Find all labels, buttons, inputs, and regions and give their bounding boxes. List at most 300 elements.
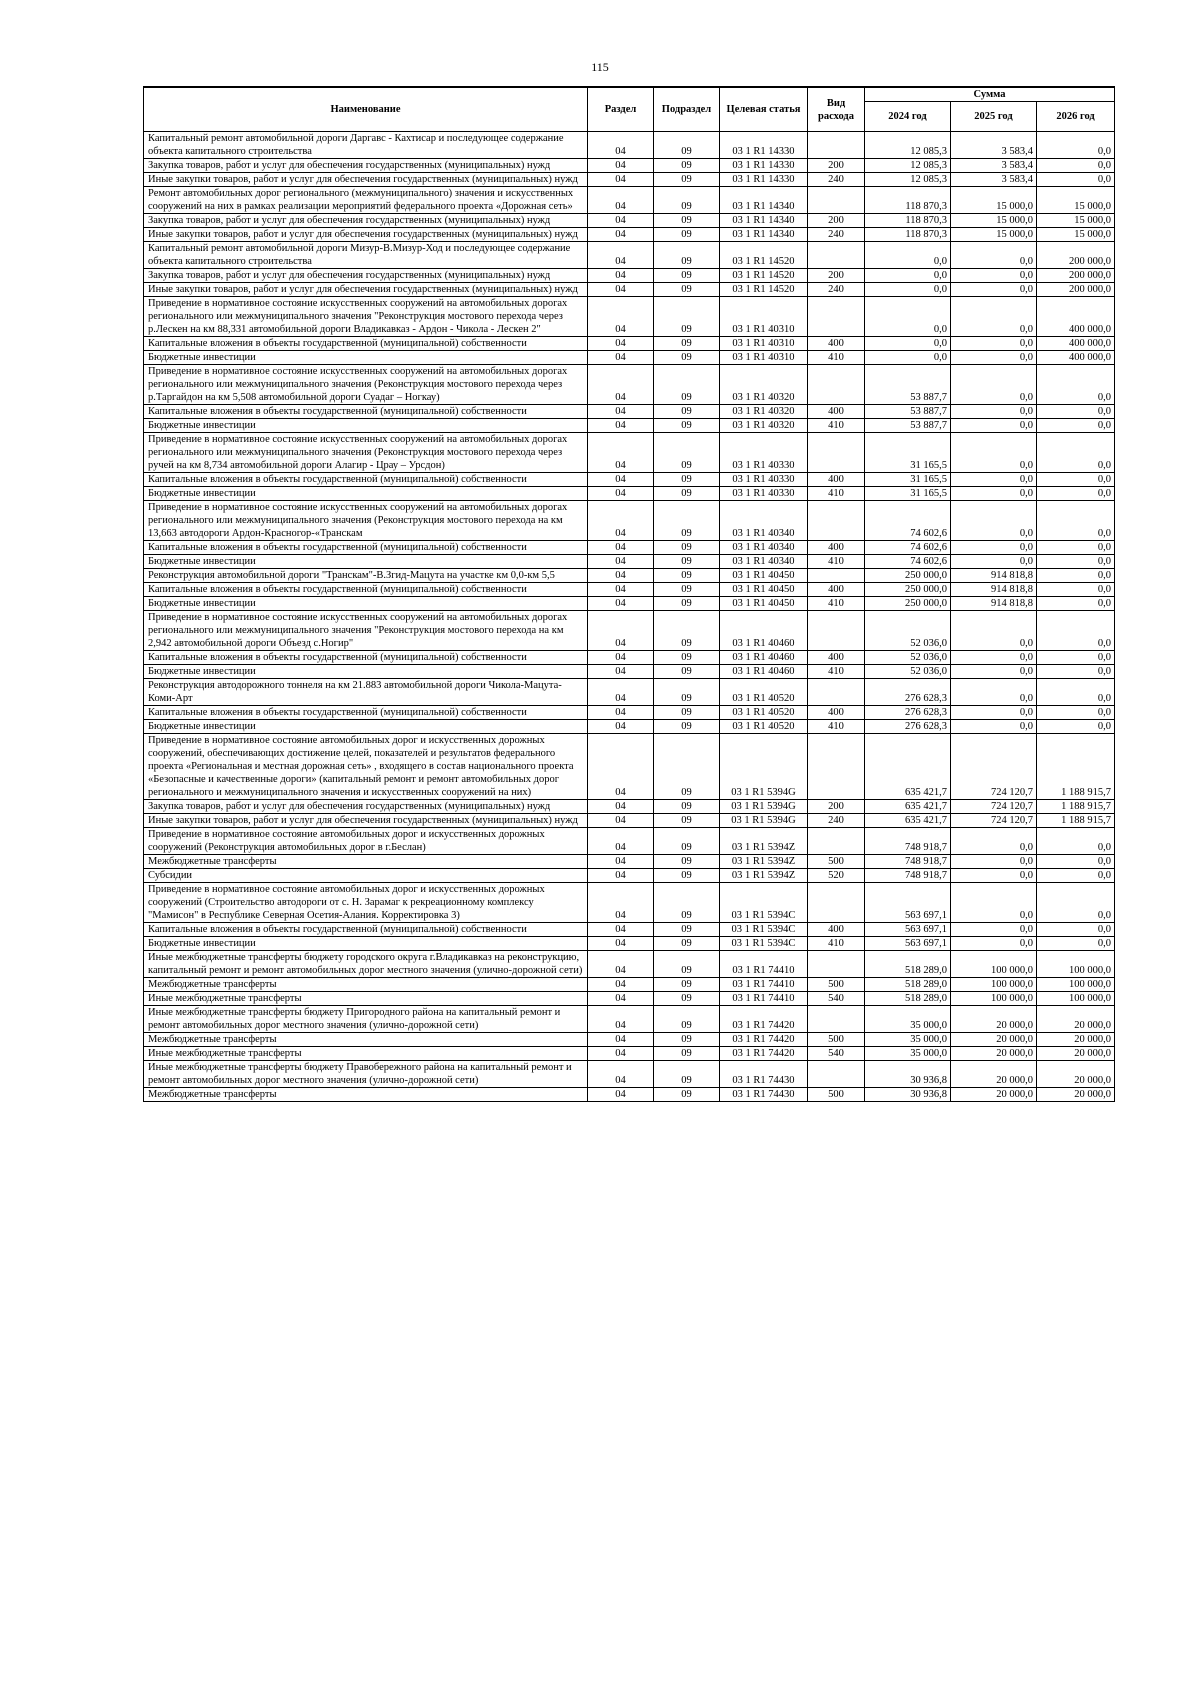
row-amount-2025: 3 583,4	[951, 173, 1037, 187]
row-target: 03 1 R1 14520	[720, 283, 808, 297]
table-row	[144, 734, 1115, 800]
row-amount-2026: 0,0	[1037, 365, 1115, 405]
row-exp-type: 500	[808, 1088, 865, 1102]
row-name: Межбюджетные трансферты	[144, 978, 588, 992]
row-exp-type: 410	[808, 351, 865, 365]
row-amount-2025: 724 120,7	[951, 800, 1037, 814]
row-amount-2025: 0,0	[951, 555, 1037, 569]
row-name: Реконструкция автодорожного тоннеля на км 21.883 автомобильной дороги Чикола-Мацута-Коми-Арт	[144, 679, 588, 706]
row-target: 03 1 R1 5394Z	[720, 855, 808, 869]
row-amount-2025: 0,0	[951, 405, 1037, 419]
table-row	[144, 541, 1115, 555]
row-subsection: 09	[654, 501, 720, 541]
row-section: 04	[588, 541, 654, 555]
row-exp-type: 200	[808, 159, 865, 173]
row-amount-2026: 100 000,0	[1037, 992, 1115, 1006]
table-header	[144, 87, 1115, 132]
row-amount-2026: 200 000,0	[1037, 242, 1115, 269]
row-exp-type: 240	[808, 814, 865, 828]
row-subsection: 09	[654, 337, 720, 351]
table-row	[144, 214, 1115, 228]
header-sum: Сумма	[865, 87, 1115, 102]
row-amount-2025: 914 818,8	[951, 597, 1037, 611]
row-amount-2025: 0,0	[951, 923, 1037, 937]
row-subsection: 09	[654, 937, 720, 951]
row-section: 04	[588, 228, 654, 242]
row-section: 04	[588, 487, 654, 501]
row-amount-2025: 0,0	[951, 869, 1037, 883]
row-name: Ремонт автомобильных дорог регионального (межмуниципального) значения и искусственных сооружений на них в рамках реализации мероприятий федерального проекта «Дорожная сеть»	[144, 187, 588, 214]
row-amount-2025: 0,0	[951, 487, 1037, 501]
row-subsection: 09	[654, 992, 720, 1006]
table-body	[144, 132, 1115, 1102]
row-amount-2025: 0,0	[951, 611, 1037, 651]
row-amount-2026: 100 000,0	[1037, 978, 1115, 992]
table-row	[144, 651, 1115, 665]
row-section: 04	[588, 923, 654, 937]
row-amount-2026: 100 000,0	[1037, 951, 1115, 978]
row-section: 04	[588, 828, 654, 855]
row-name: Бюджетные инвестиции	[144, 351, 588, 365]
row-target: 03 1 R1 5394Z	[720, 869, 808, 883]
row-exp-type: 240	[808, 228, 865, 242]
row-name: Приведение в нормативное состояние искусственных сооружений на автомобильных дорогах регионального или межмуниципального значения (Реконструкция мостового перехода через р.Таргайдон на км 5,508 автомобильной дороги Суадаг – Ногкау)	[144, 365, 588, 405]
row-subsection: 09	[654, 734, 720, 800]
row-amount-2025: 15 000,0	[951, 228, 1037, 242]
row-name: Иные межбюджетные трансферты бюджету Правобережного района на капитальный ремонт и ремонт автомобильных дорог местного значения (улично-дорожной сети)	[144, 1061, 588, 1088]
row-section: 04	[588, 597, 654, 611]
table-row	[144, 937, 1115, 951]
row-amount-2024: 635 421,7	[865, 734, 951, 800]
row-subsection: 09	[654, 1088, 720, 1102]
row-exp-type	[808, 297, 865, 337]
row-amount-2024: 748 918,7	[865, 869, 951, 883]
row-subsection: 09	[654, 269, 720, 283]
row-target: 03 1 R1 74430	[720, 1061, 808, 1088]
row-target: 03 1 R1 14520	[720, 242, 808, 269]
row-section: 04	[588, 433, 654, 473]
row-subsection: 09	[654, 883, 720, 923]
row-amount-2024: 12 085,3	[865, 132, 951, 159]
row-name: Бюджетные инвестиции	[144, 597, 588, 611]
row-amount-2026: 0,0	[1037, 855, 1115, 869]
table-row	[144, 569, 1115, 583]
row-name: Межбюджетные трансферты	[144, 1088, 588, 1102]
row-target: 03 1 R1 40310	[720, 337, 808, 351]
row-amount-2026: 0,0	[1037, 555, 1115, 569]
row-subsection: 09	[654, 132, 720, 159]
row-amount-2025: 100 000,0	[951, 978, 1037, 992]
row-subsection: 09	[654, 365, 720, 405]
row-amount-2026: 400 000,0	[1037, 297, 1115, 337]
row-subsection: 09	[654, 297, 720, 337]
row-name: Иные закупки товаров, работ и услуг для обеспечения государственных (муниципальных) нужд	[144, 228, 588, 242]
row-target: 03 1 R1 5394C	[720, 883, 808, 923]
row-amount-2025: 724 120,7	[951, 734, 1037, 800]
header-subsection: Подраздел	[654, 87, 720, 132]
row-amount-2024: 0,0	[865, 337, 951, 351]
table-row	[144, 365, 1115, 405]
row-amount-2024: 276 628,3	[865, 706, 951, 720]
row-subsection: 09	[654, 1047, 720, 1061]
row-exp-type	[808, 734, 865, 800]
row-target: 03 1 R1 74410	[720, 992, 808, 1006]
row-exp-type: 200	[808, 214, 865, 228]
row-name: Иные межбюджетные трансферты бюджету городского округа г.Владикавказ на реконструкцию, капитальный ремонт и ремонт автомобильных дорог местного значения (улично-дорожной сети)	[144, 951, 588, 978]
row-amount-2026: 0,0	[1037, 883, 1115, 923]
row-amount-2024: 31 165,5	[865, 473, 951, 487]
row-amount-2025: 0,0	[951, 828, 1037, 855]
row-section: 04	[588, 720, 654, 734]
table-row	[144, 1088, 1115, 1102]
row-name: Закупка товаров, работ и услуг для обеспечения государственных (муниципальных) нужд	[144, 269, 588, 283]
row-name: Приведение в нормативное состояние автомобильных дорог и искусственных дорожных сооружений (Строительство автодороги от с. Н. Зарамаг к рекреационному комплексу "Мамисон" в Республике Северная Осетия-Алания. Корректировка 3)	[144, 883, 588, 923]
table-row	[144, 242, 1115, 269]
row-name: Приведение в нормативное состояние автомобильных дорог и искусственных дорожных сооружений, обеспечивающих достижение целей, показателей и результатов федерального проекта «Региональная и местная дорожная сеть» , входящего в состав национального проекта «Безопасные и качественные дороги» (капитальный ремонт и ремонт автомобильных дорог регионального и межмуниципального значения и искусственных сооружений на них)	[144, 734, 588, 800]
row-subsection: 09	[654, 473, 720, 487]
row-name: Бюджетные инвестиции	[144, 419, 588, 433]
row-name: Приведение в нормативное состояние искусственных сооружений на автомобильных дорогах регионального или межмуниципального значения (Реконструкция мостового перехода через ручей на км 8,734 автомобильной дороги Алагир - Црау – Урсдон)	[144, 433, 588, 473]
row-name: Иные межбюджетные трансферты	[144, 1047, 588, 1061]
row-subsection: 09	[654, 583, 720, 597]
row-amount-2026: 0,0	[1037, 665, 1115, 679]
row-subsection: 09	[654, 1006, 720, 1033]
row-amount-2024: 35 000,0	[865, 1047, 951, 1061]
row-amount-2024: 563 697,1	[865, 883, 951, 923]
row-amount-2024: 31 165,5	[865, 487, 951, 501]
row-amount-2024: 12 085,3	[865, 173, 951, 187]
row-exp-type	[808, 242, 865, 269]
row-section: 04	[588, 665, 654, 679]
row-amount-2025: 0,0	[951, 706, 1037, 720]
row-amount-2024: 748 918,7	[865, 855, 951, 869]
row-amount-2025: 15 000,0	[951, 214, 1037, 228]
row-subsection: 09	[654, 651, 720, 665]
row-section: 04	[588, 242, 654, 269]
row-exp-type: 400	[808, 541, 865, 555]
row-amount-2026: 0,0	[1037, 611, 1115, 651]
row-section: 04	[588, 419, 654, 433]
table-row	[144, 720, 1115, 734]
table-row	[144, 1061, 1115, 1088]
row-amount-2025: 0,0	[951, 883, 1037, 923]
row-subsection: 09	[654, 159, 720, 173]
row-amount-2024: 30 936,8	[865, 1061, 951, 1088]
row-target: 03 1 R1 40320	[720, 405, 808, 419]
row-amount-2024: 250 000,0	[865, 569, 951, 583]
row-amount-2024: 0,0	[865, 269, 951, 283]
header-exp-type: Вид расхода	[808, 87, 865, 132]
row-section: 04	[588, 351, 654, 365]
row-amount-2025: 100 000,0	[951, 951, 1037, 978]
table-row	[144, 173, 1115, 187]
row-target: 03 1 R1 40340	[720, 555, 808, 569]
row-exp-type: 540	[808, 992, 865, 1006]
row-section: 04	[588, 734, 654, 800]
row-section: 04	[588, 611, 654, 651]
table-row	[144, 487, 1115, 501]
row-name: Бюджетные инвестиции	[144, 937, 588, 951]
row-amount-2026: 0,0	[1037, 583, 1115, 597]
row-exp-type: 400	[808, 473, 865, 487]
row-amount-2024: 563 697,1	[865, 923, 951, 937]
row-exp-type: 410	[808, 487, 865, 501]
row-target: 03 1 R1 14340	[720, 214, 808, 228]
row-amount-2026: 400 000,0	[1037, 351, 1115, 365]
row-amount-2026: 0,0	[1037, 869, 1115, 883]
row-target: 03 1 R1 40310	[720, 351, 808, 365]
row-amount-2026: 0,0	[1037, 541, 1115, 555]
table-row	[144, 351, 1115, 365]
row-exp-type: 540	[808, 1047, 865, 1061]
budget-table-container	[143, 86, 1114, 1102]
row-exp-type: 240	[808, 173, 865, 187]
table-row	[144, 405, 1115, 419]
row-section: 04	[588, 214, 654, 228]
row-exp-type	[808, 569, 865, 583]
row-name: Капитальные вложения в объекты государственной (муниципальной) собственности	[144, 337, 588, 351]
table-row	[144, 583, 1115, 597]
row-name: Иные закупки товаров, работ и услуг для обеспечения государственных (муниципальных) нужд	[144, 814, 588, 828]
row-amount-2026: 0,0	[1037, 501, 1115, 541]
row-section: 04	[588, 283, 654, 297]
row-amount-2024: 518 289,0	[865, 978, 951, 992]
table-row	[144, 473, 1115, 487]
row-exp-type: 410	[808, 419, 865, 433]
row-target: 03 1 R1 40330	[720, 473, 808, 487]
row-target: 03 1 R1 14340	[720, 187, 808, 214]
row-subsection: 09	[654, 242, 720, 269]
row-name: Реконструкция автомобильной дороги "Транскам"-В.Згид-Мацута на участке км 0,0-км 5,5	[144, 569, 588, 583]
row-amount-2025: 0,0	[951, 283, 1037, 297]
row-target: 03 1 R1 40330	[720, 487, 808, 501]
row-exp-type	[808, 951, 865, 978]
row-amount-2024: 52 036,0	[865, 611, 951, 651]
row-exp-type	[808, 611, 865, 651]
row-name: Иные межбюджетные трансферты бюджету Пригородного района на капитальный ремонт и ремонт автомобильных дорог местного значения (улично-дорожной сети)	[144, 1006, 588, 1033]
row-subsection: 09	[654, 214, 720, 228]
row-exp-type: 400	[808, 706, 865, 720]
row-amount-2025: 100 000,0	[951, 992, 1037, 1006]
table-row	[144, 419, 1115, 433]
row-section: 04	[588, 855, 654, 869]
row-exp-type: 400	[808, 583, 865, 597]
row-exp-type	[808, 883, 865, 923]
row-amount-2024: 52 036,0	[865, 651, 951, 665]
row-subsection: 09	[654, 283, 720, 297]
row-amount-2025: 914 818,8	[951, 569, 1037, 583]
row-amount-2025: 0,0	[951, 269, 1037, 283]
row-section: 04	[588, 405, 654, 419]
row-exp-type: 200	[808, 800, 865, 814]
row-exp-type: 240	[808, 283, 865, 297]
table-row	[144, 679, 1115, 706]
row-section: 04	[588, 569, 654, 583]
row-amount-2025: 3 583,4	[951, 159, 1037, 173]
table-row	[144, 1047, 1115, 1061]
row-section: 04	[588, 883, 654, 923]
row-amount-2025: 0,0	[951, 651, 1037, 665]
table-row	[144, 1033, 1115, 1047]
row-amount-2025: 20 000,0	[951, 1061, 1037, 1088]
row-target: 03 1 R1 40310	[720, 297, 808, 337]
row-subsection: 09	[654, 951, 720, 978]
row-section: 04	[588, 297, 654, 337]
row-name: Приведение в нормативное состояние искусственных сооружений на автомобильных дорогах регионального или межмуниципального значения "Реконструкция мостового перехода на км 2,942 автомобильной дороги Объезд с.Ногир"	[144, 611, 588, 651]
row-exp-type: 410	[808, 937, 865, 951]
row-exp-type	[808, 1006, 865, 1033]
row-amount-2026: 0,0	[1037, 706, 1115, 720]
row-amount-2025: 0,0	[951, 541, 1037, 555]
header-2026: 2026 год	[1037, 102, 1115, 132]
table-row	[144, 992, 1115, 1006]
row-exp-type	[808, 828, 865, 855]
row-name: Капитальные вложения в объекты государственной (муниципальной) собственности	[144, 473, 588, 487]
row-amount-2024: 35 000,0	[865, 1006, 951, 1033]
row-exp-type: 400	[808, 337, 865, 351]
row-amount-2025: 20 000,0	[951, 1088, 1037, 1102]
row-amount-2026: 0,0	[1037, 923, 1115, 937]
row-target: 03 1 R1 14330	[720, 132, 808, 159]
row-subsection: 09	[654, 228, 720, 242]
row-exp-type: 520	[808, 869, 865, 883]
row-amount-2024: 74 602,6	[865, 501, 951, 541]
row-name: Капитальные вложения в объекты государственной (муниципальной) собственности	[144, 923, 588, 937]
row-amount-2026: 1 188 915,7	[1037, 800, 1115, 814]
row-exp-type	[808, 679, 865, 706]
row-section: 04	[588, 992, 654, 1006]
row-amount-2026: 20 000,0	[1037, 1047, 1115, 1061]
row-amount-2024: 53 887,7	[865, 405, 951, 419]
row-exp-type: 400	[808, 923, 865, 937]
row-section: 04	[588, 1006, 654, 1033]
row-section: 04	[588, 951, 654, 978]
row-section: 04	[588, 473, 654, 487]
table-row	[144, 283, 1115, 297]
row-name: Иные закупки товаров, работ и услуг для обеспечения государственных (муниципальных) нужд	[144, 173, 588, 187]
row-amount-2026: 0,0	[1037, 679, 1115, 706]
row-exp-type: 500	[808, 855, 865, 869]
table-row	[144, 978, 1115, 992]
row-exp-type: 410	[808, 720, 865, 734]
row-name: Межбюджетные трансферты	[144, 1033, 588, 1047]
row-amount-2026: 0,0	[1037, 433, 1115, 473]
table-row	[144, 159, 1115, 173]
row-target: 03 1 R1 40520	[720, 679, 808, 706]
row-section: 04	[588, 1047, 654, 1061]
row-amount-2024: 118 870,3	[865, 214, 951, 228]
table-row	[144, 706, 1115, 720]
row-target: 03 1 R1 74420	[720, 1006, 808, 1033]
row-amount-2026: 1 188 915,7	[1037, 734, 1115, 800]
row-amount-2024: 0,0	[865, 351, 951, 365]
row-amount-2026: 0,0	[1037, 720, 1115, 734]
row-subsection: 09	[654, 351, 720, 365]
row-name: Капитальный ремонт автомобильной дороги Даргавс - Кахтисар и последующее содержание объекта капитального строительства	[144, 132, 588, 159]
row-amount-2024: 563 697,1	[865, 937, 951, 951]
row-name: Капитальные вложения в объекты государственной (муниципальной) собственности	[144, 583, 588, 597]
table-row	[144, 883, 1115, 923]
row-amount-2025: 20 000,0	[951, 1047, 1037, 1061]
row-subsection: 09	[654, 923, 720, 937]
row-amount-2024: 31 165,5	[865, 433, 951, 473]
row-subsection: 09	[654, 611, 720, 651]
row-name: Приведение в нормативное состояние автомобильных дорог и искусственных дорожных сооружений (Реконструкция автомобильных дорог в г.Беслан)	[144, 828, 588, 855]
row-amount-2026: 0,0	[1037, 405, 1115, 419]
row-amount-2024: 74 602,6	[865, 555, 951, 569]
row-name: Капитальный ремонт автомобильной дороги Мизур-В.Мизур-Ход и последующее содержание объекта капитального строительства	[144, 242, 588, 269]
table-row	[144, 269, 1115, 283]
row-target: 03 1 R1 74430	[720, 1088, 808, 1102]
row-exp-type	[808, 132, 865, 159]
row-amount-2024: 276 628,3	[865, 679, 951, 706]
row-section: 04	[588, 583, 654, 597]
row-subsection: 09	[654, 555, 720, 569]
row-amount-2026: 20 000,0	[1037, 1033, 1115, 1047]
row-name: Бюджетные инвестиции	[144, 665, 588, 679]
row-section: 04	[588, 869, 654, 883]
row-amount-2025: 0,0	[951, 855, 1037, 869]
table-row	[144, 828, 1115, 855]
row-amount-2024: 0,0	[865, 242, 951, 269]
header-target: Целевая статья	[720, 87, 808, 132]
row-section: 04	[588, 555, 654, 569]
row-amount-2025: 15 000,0	[951, 187, 1037, 214]
row-amount-2025: 0,0	[951, 679, 1037, 706]
table-row	[144, 187, 1115, 214]
row-target: 03 1 R1 40520	[720, 720, 808, 734]
row-target: 03 1 R1 40460	[720, 665, 808, 679]
row-amount-2025: 724 120,7	[951, 814, 1037, 828]
table-row	[144, 665, 1115, 679]
row-section: 04	[588, 159, 654, 173]
table-row	[144, 814, 1115, 828]
row-exp-type	[808, 187, 865, 214]
row-amount-2025: 20 000,0	[951, 1033, 1037, 1047]
row-subsection: 09	[654, 706, 720, 720]
row-amount-2024: 250 000,0	[865, 583, 951, 597]
row-name: Капитальные вложения в объекты государственной (муниципальной) собственности	[144, 405, 588, 419]
row-exp-type: 400	[808, 405, 865, 419]
table-row	[144, 855, 1115, 869]
row-amount-2025: 914 818,8	[951, 583, 1037, 597]
row-exp-type	[808, 501, 865, 541]
row-name: Закупка товаров, работ и услуг для обеспечения государственных (муниципальных) нужд	[144, 800, 588, 814]
row-section: 04	[588, 800, 654, 814]
row-name: Иные межбюджетные трансферты	[144, 992, 588, 1006]
row-amount-2024: 12 085,3	[865, 159, 951, 173]
row-target: 03 1 R1 74420	[720, 1033, 808, 1047]
row-amount-2026: 0,0	[1037, 937, 1115, 951]
row-section: 04	[588, 1061, 654, 1088]
row-amount-2024: 635 421,7	[865, 800, 951, 814]
row-section: 04	[588, 814, 654, 828]
row-amount-2024: 74 602,6	[865, 541, 951, 555]
row-subsection: 09	[654, 487, 720, 501]
row-name: Бюджетные инвестиции	[144, 720, 588, 734]
row-exp-type: 500	[808, 978, 865, 992]
row-section: 04	[588, 132, 654, 159]
row-exp-type	[808, 433, 865, 473]
row-amount-2025: 0,0	[951, 433, 1037, 473]
row-amount-2026: 15 000,0	[1037, 228, 1115, 242]
row-amount-2025: 0,0	[951, 337, 1037, 351]
row-amount-2024: 635 421,7	[865, 814, 951, 828]
row-name: Межбюджетные трансферты	[144, 855, 588, 869]
row-amount-2026: 0,0	[1037, 597, 1115, 611]
row-amount-2024: 52 036,0	[865, 665, 951, 679]
row-section: 04	[588, 269, 654, 283]
